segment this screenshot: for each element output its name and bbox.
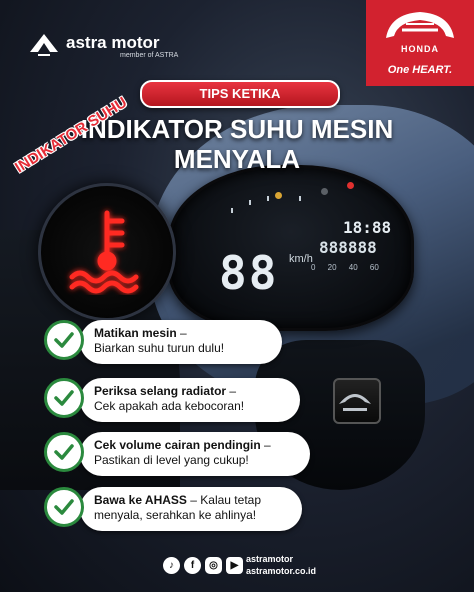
tip-title-suffix: – — [260, 438, 271, 452]
social-handle[interactable]: astramotor — [246, 554, 294, 564]
honda-tagline: One HEART. — [387, 64, 453, 76]
dash-clock: 18:88 — [343, 218, 392, 237]
tip-card — [80, 320, 282, 364]
check-icon — [44, 378, 84, 418]
honda-wing-icon — [380, 8, 460, 42]
astra-logo-icon — [28, 30, 60, 58]
dash-speed-digits: 88 — [219, 246, 279, 300]
tip-title: Matikan mesin — [94, 326, 177, 340]
tip-title: Periksa selang radiator — [94, 384, 227, 398]
check-icon — [44, 320, 84, 360]
bike-honda-emblem — [333, 378, 381, 424]
honda-logo — [366, 0, 474, 86]
signal-light-icon — [321, 188, 328, 195]
dash-tick — [231, 208, 233, 213]
tip-title: Bawa ke AHASS — [94, 493, 187, 507]
honda-wordmark: HONDA — [401, 44, 439, 54]
tips-pill: TIPS KETIKA — [140, 80, 340, 108]
brand-name: astra motor — [66, 33, 160, 52]
instrument-cluster — [168, 165, 414, 331]
youtube-icon[interactable]: ▶ — [226, 557, 243, 574]
dash-tick — [249, 200, 251, 205]
tip-card — [80, 378, 300, 422]
website-link[interactable]: astramotor.co.id — [246, 566, 317, 576]
tiktok-icon[interactable]: ♪ — [163, 557, 180, 574]
instagram-icon[interactable]: ◎ — [205, 557, 222, 574]
tip-card — [80, 432, 310, 476]
dash-speed-unit: km/h — [289, 253, 313, 265]
check-icon — [44, 487, 84, 527]
dash-scale: 0 20 40 60 — [311, 263, 379, 272]
tip-title-suffix: – Kalau tetap — [186, 493, 261, 507]
tip-description: menyala, serahkan ke ahlinya! — [94, 508, 257, 522]
tip-title-suffix: – — [176, 326, 187, 340]
tip-title-suffix: – — [226, 384, 237, 398]
headline-line-1: INDIKATOR SUHU MESIN — [80, 114, 394, 144]
tip-card — [80, 487, 302, 531]
dash-tick — [299, 196, 301, 201]
warning-light-icon — [347, 182, 354, 189]
tip-description: Cek apakah ada kebocoran! — [94, 399, 245, 413]
tip-description: Pastikan di level yang cukup! — [94, 453, 249, 467]
fuel-light-icon — [275, 192, 282, 199]
facebook-icon[interactable]: f — [184, 557, 201, 574]
dash-tick — [267, 196, 269, 201]
dash-odometer: 888888 — [319, 238, 377, 257]
indicator-label: INDIKATOR SUHU — [12, 93, 131, 177]
tip-description: Biarkan suhu turun dulu! — [94, 341, 225, 355]
tip-title: Cek volume cairan pendingin — [94, 438, 261, 452]
brand-member-text: member of ASTRA — [120, 52, 179, 59]
engine-temperature-icon — [62, 205, 152, 295]
headline-line-2: MENYALA — [173, 144, 301, 174]
check-icon — [44, 432, 84, 472]
